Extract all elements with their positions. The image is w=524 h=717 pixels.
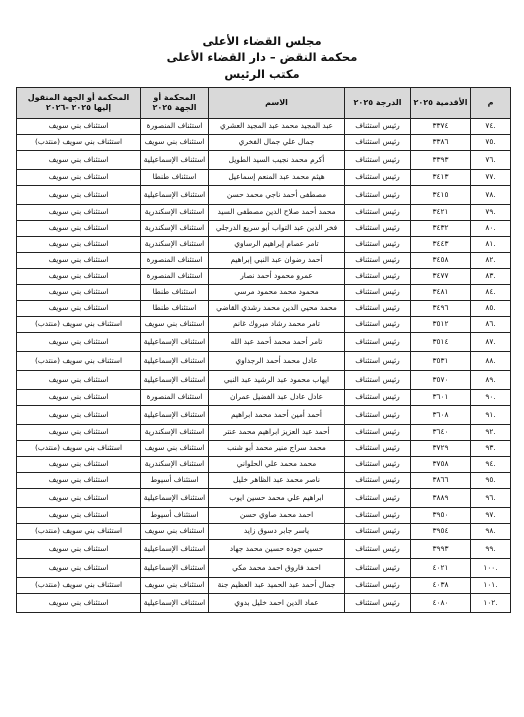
cell-seq: .١٠٠ bbox=[471, 559, 511, 578]
table-row bbox=[17, 352, 511, 371]
cell-court: استئناف الإسماعيلية bbox=[141, 151, 209, 170]
table-header-row bbox=[17, 88, 511, 119]
cell-degree: رئيس استئناف bbox=[345, 135, 411, 151]
cell-degree: رئيس استئناف bbox=[345, 406, 411, 425]
cell-name: ناصر محمد عبد الظاهر خليل bbox=[209, 473, 345, 489]
cell-court: استئناف المنصورة bbox=[141, 253, 209, 269]
cell-degree: رئيس استئناف bbox=[345, 508, 411, 524]
cell-degree: رئيس استئناف bbox=[345, 457, 411, 473]
cell-degree: رئيس استئناف bbox=[345, 119, 411, 135]
table-row bbox=[17, 269, 511, 285]
table-row bbox=[17, 371, 511, 390]
cell-seniority: ٣٤١٣ bbox=[411, 170, 471, 186]
cell-seniority: ٣٥٣١ bbox=[411, 352, 471, 371]
cell-destination: استئناف بني سويف bbox=[17, 301, 141, 317]
cell-destination: استئناف بني سويف bbox=[17, 406, 141, 425]
cell-seq: .٩٣ bbox=[471, 441, 511, 457]
header-court: المحكمة أو الجهة ٢٠٢٥ bbox=[141, 88, 209, 119]
cell-court: استئناف الإسكندرية bbox=[141, 205, 209, 221]
cell-seq: .٨٩ bbox=[471, 371, 511, 390]
cell-degree: رئيس استئناف bbox=[345, 425, 411, 441]
cell-degree: رئيس استئناف bbox=[345, 333, 411, 352]
cell-seq: .٧٤ bbox=[471, 119, 511, 135]
table-row bbox=[17, 317, 511, 333]
cell-destination: استئناف بني سويف (منتدب) bbox=[17, 317, 141, 333]
cell-court: استئناف الإسكندرية bbox=[141, 237, 209, 253]
cell-seniority: ٣٦٠٨ bbox=[411, 406, 471, 425]
cell-degree: رئيس استئناف bbox=[345, 371, 411, 390]
table-row bbox=[17, 119, 511, 135]
cell-degree: رئيس استئناف bbox=[345, 221, 411, 237]
cell-destination: استئناف بني سويف bbox=[17, 333, 141, 352]
cell-seniority: ٣٣٨٦ bbox=[411, 135, 471, 151]
cell-seq: .١٠٢ bbox=[471, 594, 511, 613]
cell-seniority: ٣٤١٥ bbox=[411, 186, 471, 205]
table-row bbox=[17, 594, 511, 613]
cell-seniority: ٣٥١٢ bbox=[411, 317, 471, 333]
cell-seq: .٨٠ bbox=[471, 221, 511, 237]
cell-degree: رئيس استئناف bbox=[345, 489, 411, 508]
cell-seq: .٩١ bbox=[471, 406, 511, 425]
cell-seq: .٨٤ bbox=[471, 285, 511, 301]
cell-name: جمال أحمد عبد الحميد عبد العظيم جنة bbox=[209, 578, 345, 594]
cell-court: استئناف الإسماعيلية bbox=[141, 371, 209, 390]
cell-court: استئناف الإسماعيلية bbox=[141, 186, 209, 205]
cell-seniority: ٣٦٠١ bbox=[411, 390, 471, 406]
cell-name: عبد المجيد محمد عبد المجيد العشري bbox=[209, 119, 345, 135]
cell-degree: رئيس استئناف bbox=[345, 594, 411, 613]
table-row bbox=[17, 524, 511, 540]
header-degree: الدرجة ٢٠٢٥ bbox=[345, 88, 411, 119]
cell-seq: .٨١ bbox=[471, 237, 511, 253]
cell-court: استئناف الإسماعيلية bbox=[141, 489, 209, 508]
table-row bbox=[17, 406, 511, 425]
cell-seniority: ٣٩٩٣ bbox=[411, 540, 471, 559]
cell-degree: رئيس استئناف bbox=[345, 285, 411, 301]
cell-seq: .٩٠ bbox=[471, 390, 511, 406]
cell-seq: .٩٧ bbox=[471, 508, 511, 524]
cell-seq: .٧٥ bbox=[471, 135, 511, 151]
table-row bbox=[17, 301, 511, 317]
header-destination: المحكمة أو الجهة المنقول إليها ٢٠٢٥ -٢٠٢٦ bbox=[17, 88, 141, 119]
cell-name: أكرم محمد نجيب السيد الطويل bbox=[209, 151, 345, 170]
table-row bbox=[17, 489, 511, 508]
cell-destination: استئناف بني سويف (منتدب) bbox=[17, 441, 141, 457]
cell-destination: استئناف بني سويف bbox=[17, 371, 141, 390]
cell-seq: .٧٩ bbox=[471, 205, 511, 221]
cell-court: استئناف الإسماعيلية bbox=[141, 406, 209, 425]
cell-seniority: ٣٦٤٠ bbox=[411, 425, 471, 441]
cell-court: استئناف بني سويف bbox=[141, 441, 209, 457]
cell-name: تامر محمد رشاد مبروك غانم bbox=[209, 317, 345, 333]
cell-destination: استئناف بني سويف bbox=[17, 425, 141, 441]
cell-court: استئناف أسيوط bbox=[141, 473, 209, 489]
cell-name: ابراهيم علي محمد حسين ايوب bbox=[209, 489, 345, 508]
table-row bbox=[17, 457, 511, 473]
cell-seniority: ٣٥٧٠ bbox=[411, 371, 471, 390]
cell-name: أحمد أمين أحمد محمد ابراهيم bbox=[209, 406, 345, 425]
cell-seniority: ٣٤٣٢ bbox=[411, 221, 471, 237]
cell-seq: .٧٦ bbox=[471, 151, 511, 170]
table-row bbox=[17, 285, 511, 301]
table-row bbox=[17, 508, 511, 524]
table-row bbox=[17, 559, 511, 578]
cell-court: استئناف الإسماعيلية bbox=[141, 559, 209, 578]
transfer-table bbox=[16, 87, 511, 613]
table-row bbox=[17, 253, 511, 269]
cell-seniority: ٣٣٧٤ bbox=[411, 119, 471, 135]
cell-seniority: ٣٤٤٣ bbox=[411, 237, 471, 253]
table-row bbox=[17, 151, 511, 170]
cell-name: هيثم محمد عبد المنعم إسماعيل bbox=[209, 170, 345, 186]
cell-court: استئناف الإسكندرية bbox=[141, 221, 209, 237]
cell-seq: .٩٦ bbox=[471, 489, 511, 508]
cell-destination: استئناف بني سويف bbox=[17, 151, 141, 170]
cell-court: استئناف الإسماعيلية bbox=[141, 540, 209, 559]
cell-destination: استئناف بني سويف bbox=[17, 186, 141, 205]
cell-destination: استئناف بني سويف bbox=[17, 221, 141, 237]
cell-court: استئناف الإسماعيلية bbox=[141, 594, 209, 613]
cell-destination: استئناف بني سويف bbox=[17, 540, 141, 559]
cell-seniority: ٣٩٥٤ bbox=[411, 524, 471, 540]
table-row bbox=[17, 473, 511, 489]
cell-name: احمد محمد صاوي حسن bbox=[209, 508, 345, 524]
cell-seq: .٩٩ bbox=[471, 540, 511, 559]
table-row bbox=[17, 333, 511, 352]
cell-destination: استئناف بني سويف (منتدب) bbox=[17, 524, 141, 540]
cell-seq: .٨٥ bbox=[471, 301, 511, 317]
table-row bbox=[17, 221, 511, 237]
cell-name: عادل محمد أحمد الرجداوي bbox=[209, 352, 345, 371]
cell-seq: .٩٨ bbox=[471, 524, 511, 540]
cell-destination: استئناف بني سويف bbox=[17, 594, 141, 613]
cell-court: استئناف الإسماعيلية bbox=[141, 352, 209, 371]
cell-degree: رئيس استئناف bbox=[345, 473, 411, 489]
cell-name: تامر أحمد محمد أحمد عبد الله bbox=[209, 333, 345, 352]
cell-name: أحمد عبد العزيز ابراهيم محمد عنتر bbox=[209, 425, 345, 441]
cell-seq: .٨٦ bbox=[471, 317, 511, 333]
table-row bbox=[17, 578, 511, 594]
cell-seniority: ٣٤٢١ bbox=[411, 205, 471, 221]
table-row bbox=[17, 205, 511, 221]
cell-destination: استئناف بني سويف (منتدب) bbox=[17, 352, 141, 371]
cell-destination: استئناف بني سويف bbox=[17, 457, 141, 473]
office-title: مكتب الرئيس bbox=[224, 67, 300, 81]
cell-seniority: ٣٥١٤ bbox=[411, 333, 471, 352]
cell-court: استئناف طنطا bbox=[141, 170, 209, 186]
cell-seniority: ٣٧٢٩ bbox=[411, 441, 471, 457]
cell-court: استئناف طنطا bbox=[141, 285, 209, 301]
cell-court: استئناف طنطا bbox=[141, 301, 209, 317]
cell-degree: رئيس استئناف bbox=[345, 301, 411, 317]
cell-seq: .٨٧ bbox=[471, 333, 511, 352]
table-row bbox=[17, 425, 511, 441]
cell-court: استئناف أسيوط bbox=[141, 508, 209, 524]
cell-seniority: ٣٩٥٠ bbox=[411, 508, 471, 524]
header-name: الاسم bbox=[209, 88, 345, 119]
cell-destination: استئناف بني سويف bbox=[17, 285, 141, 301]
cell-name: محمود محمد محمود مرسي bbox=[209, 285, 345, 301]
cell-court: استئناف الإسماعيلية bbox=[141, 333, 209, 352]
cell-degree: رئيس استئناف bbox=[345, 237, 411, 253]
table-row bbox=[17, 540, 511, 559]
cell-destination: استئناف بني سويف (منتدب) bbox=[17, 135, 141, 151]
cell-destination: استئناف بني سويف bbox=[17, 119, 141, 135]
cell-destination: استئناف بني سويف bbox=[17, 473, 141, 489]
cell-degree: رئيس استئناف bbox=[345, 170, 411, 186]
cell-seniority: ٣٤٥٨ bbox=[411, 253, 471, 269]
cell-degree: رئيس استئناف bbox=[345, 205, 411, 221]
cell-name: تامر عصام إبراهيم الرساوي bbox=[209, 237, 345, 253]
cell-seq: .٨٨ bbox=[471, 352, 511, 371]
cell-court: استئناف بني سويف bbox=[141, 317, 209, 333]
cell-court: استئناف المنصورة bbox=[141, 269, 209, 285]
cell-name: مصطفى أحمد ناجي محمد حسن bbox=[209, 186, 345, 205]
cell-court: استئناف المنصورة bbox=[141, 119, 209, 135]
cell-degree: رئيس استئناف bbox=[345, 524, 411, 540]
cell-name: حسين جوده حسين محمد جهاد bbox=[209, 540, 345, 559]
cell-destination: استئناف بني سويف (منتدب) bbox=[17, 578, 141, 594]
cell-seniority: ٣٤٩٦ bbox=[411, 301, 471, 317]
cell-seq: .٩٢ bbox=[471, 425, 511, 441]
cell-seq: .٨٣ bbox=[471, 269, 511, 285]
cell-court: استئناف بني سويف bbox=[141, 135, 209, 151]
cell-seniority: ٣٤٨١ bbox=[411, 285, 471, 301]
cell-destination: استئناف بني سويف bbox=[17, 269, 141, 285]
cell-degree: رئيس استئناف bbox=[345, 390, 411, 406]
cell-name: فخر الدين عبد التواب أبو سريع الدرجلي bbox=[209, 221, 345, 237]
table-row bbox=[17, 170, 511, 186]
cell-destination: استئناف بني سويف bbox=[17, 237, 141, 253]
cell-destination: استئناف بني سويف bbox=[17, 170, 141, 186]
cell-court: استئناف الإسكندرية bbox=[141, 425, 209, 441]
cell-seq: .٧٧ bbox=[471, 170, 511, 186]
cell-name: محمد محمد علي الحلواني bbox=[209, 457, 345, 473]
cell-name: جمال علي جمال الفخري bbox=[209, 135, 345, 151]
cell-seniority: ٣٣٩٣ bbox=[411, 151, 471, 170]
table-row bbox=[17, 135, 511, 151]
cell-destination: استئناف بني سويف bbox=[17, 508, 141, 524]
cell-name: ايهاب محمود عبد الرشيد عبد النبي bbox=[209, 371, 345, 390]
cell-destination: استئناف بني سويف bbox=[17, 253, 141, 269]
cell-degree: رئيس استئناف bbox=[345, 540, 411, 559]
court-title: محكمة النقض – دار القضاء الأعلى bbox=[166, 50, 358, 64]
table-row bbox=[17, 441, 511, 457]
cell-seq: .٩٥ bbox=[471, 473, 511, 489]
cell-destination: استئناف بني سويف bbox=[17, 205, 141, 221]
cell-seq: .١٠١ bbox=[471, 578, 511, 594]
table-row bbox=[17, 237, 511, 253]
cell-degree: رئيس استئناف bbox=[345, 186, 411, 205]
cell-name: ياسر جابر دسوق زايد bbox=[209, 524, 345, 540]
table-row bbox=[17, 186, 511, 205]
cell-seq: .٩٤ bbox=[471, 457, 511, 473]
cell-seniority: ٤٠٣٨ bbox=[411, 578, 471, 594]
cell-seq: .٨٢ bbox=[471, 253, 511, 269]
header-seniority: الأقدمية ٢٠٢٥ bbox=[411, 88, 471, 119]
cell-court: استئناف بني سويف bbox=[141, 578, 209, 594]
cell-destination: استئناف بني سويف bbox=[17, 489, 141, 508]
cell-name: محمد محيي الدين محمد رشدي القاضي bbox=[209, 301, 345, 317]
cell-name: أحمد رضوان عبد النبي إبراهيم bbox=[209, 253, 345, 269]
cell-seniority: ٣٨٨٩ bbox=[411, 489, 471, 508]
cell-seniority: ٣٨٦٦ bbox=[411, 473, 471, 489]
cell-degree: رئيس استئناف bbox=[345, 151, 411, 170]
table-row bbox=[17, 390, 511, 406]
cell-seq: .٧٨ bbox=[471, 186, 511, 205]
cell-degree: رئيس استئناف bbox=[345, 317, 411, 333]
cell-destination: استئناف بني سويف bbox=[17, 390, 141, 406]
cell-degree: رئيس استئناف bbox=[345, 578, 411, 594]
cell-name: عمرو محمود أحمد نصار bbox=[209, 269, 345, 285]
cell-degree: رئيس استئناف bbox=[345, 441, 411, 457]
cell-name: محمد سراج منير محمد أبو شنب bbox=[209, 441, 345, 457]
cell-seniority: ٣٧٥٨ bbox=[411, 457, 471, 473]
cell-name: عادل عادل عبد الفضيل عمران bbox=[209, 390, 345, 406]
cell-name: محمد أحمد صلاح الدين مصطفى السيد bbox=[209, 205, 345, 221]
cell-name: احمد فاروق احمد محمد مكي bbox=[209, 559, 345, 578]
council-title: مجلس القضاء الأعلى bbox=[202, 34, 322, 48]
cell-degree: رئيس استئناف bbox=[345, 253, 411, 269]
cell-destination: استئناف بني سويف bbox=[17, 559, 141, 578]
cell-degree: رئيس استئناف bbox=[345, 559, 411, 578]
cell-court: استئناف الإسكندرية bbox=[141, 457, 209, 473]
cell-degree: رئيس استئناف bbox=[345, 352, 411, 371]
header-seq: م bbox=[471, 88, 511, 119]
cell-court: استئناف بني سويف bbox=[141, 524, 209, 540]
cell-seniority: ٤٠٢١ bbox=[411, 559, 471, 578]
cell-seniority: ٣٤٧٧ bbox=[411, 269, 471, 285]
cell-court: استئناف المنصورة bbox=[141, 390, 209, 406]
cell-degree: رئيس استئناف bbox=[345, 269, 411, 285]
cell-seniority: ٤٠٨٠ bbox=[411, 594, 471, 613]
cell-name: عماد الدين احمد خليل بدوي bbox=[209, 594, 345, 613]
